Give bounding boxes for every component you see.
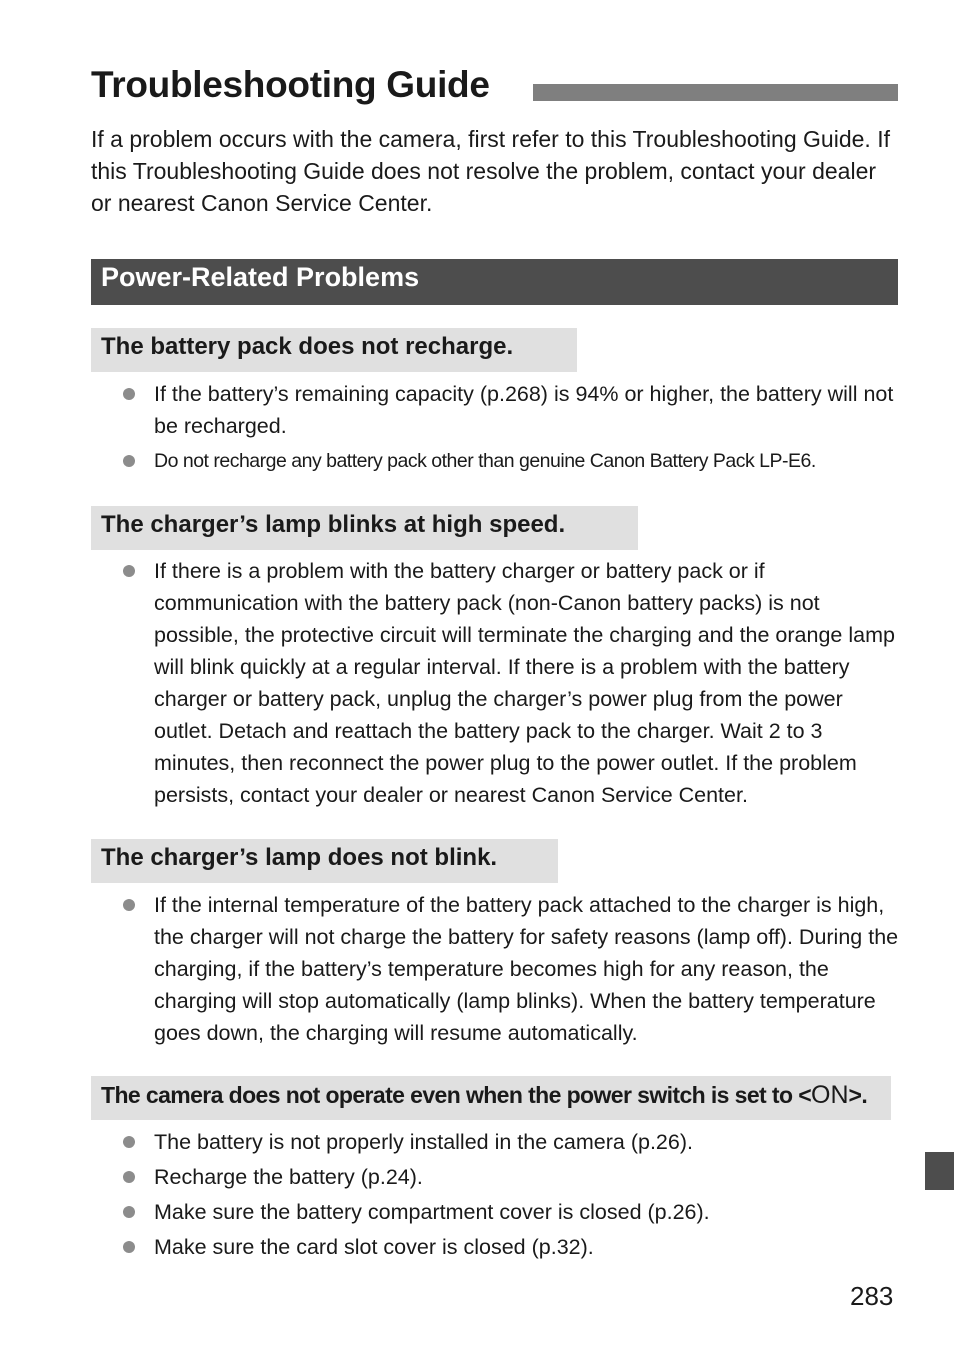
problem-heading: The charger’s lamp does not blink. (91, 839, 558, 883)
chapter-tab-marker (925, 1152, 954, 1190)
power-on-icon: ON (811, 1081, 849, 1109)
problem-items (91, 889, 901, 1052)
problem-heading (91, 1076, 891, 1120)
problem-items (91, 555, 901, 814)
list-item: The battery is not properly installed in the camera (p.26). (91, 1126, 901, 1158)
list-item: If the internal temperature of the battery pack attached to the charger is high, the charger will not charge the battery for safety reasons (lamp off). During the charging, if the battery’s temperature becomes high for any reason, the charging will stop automatically (lamp blinks). When the battery temperature goes down, the charging will resume automatically. (91, 889, 901, 1049)
list-item: If the battery’s remaining capacity (p.268) is 94% or higher, the battery will not be recharged. (91, 378, 901, 442)
list-item: Do not recharge any battery pack other than genuine Canon Battery Pack LP-E6. (91, 445, 901, 477)
problem-heading: The battery pack does not recharge. (91, 328, 577, 372)
problem-heading-text: The camera does not operate even when the power switch is set to < (101, 1082, 812, 1108)
problem-items (91, 378, 901, 480)
list-item: If there is a problem with the battery charger or battery pack or if communication with the battery pack (non-Canon battery packs) is not possible, the protective circuit will terminate the charging and the orange lamp will blink quickly at a regular interval. If there is a problem with the battery charger or battery pack, unplug the charger’s power plug from the power outlet. Detach and reattach the battery pack to the charger. Wait 2 to 3 minutes, then reconnect the power plug to the power outlet. If the problem persists, contact your dealer or nearest Canon Service Center. (91, 555, 901, 811)
page-title: Troubleshooting Guide (91, 64, 490, 105)
problem-heading-end: >. (848, 1082, 868, 1108)
list-item: Make sure the battery compartment cover is closed (p.26). (91, 1196, 901, 1228)
problem-heading: The charger’s lamp blinks at high speed. (91, 506, 638, 550)
list-item: Make sure the card slot cover is closed (p.32). (91, 1231, 901, 1263)
list-item: Recharge the battery (p.24). (91, 1161, 901, 1193)
title-rule (533, 84, 898, 101)
problem-items (91, 1126, 901, 1266)
page-number: 283 (850, 1281, 894, 1311)
section-heading: Power-Related Problems (91, 259, 898, 305)
intro-paragraph: If a problem occurs with the camera, first refer to this Troubleshooting Guide. If this Troubleshooting Guide does not resolve the problem, contact your dealer or nearest Canon Service Center. (91, 126, 890, 216)
